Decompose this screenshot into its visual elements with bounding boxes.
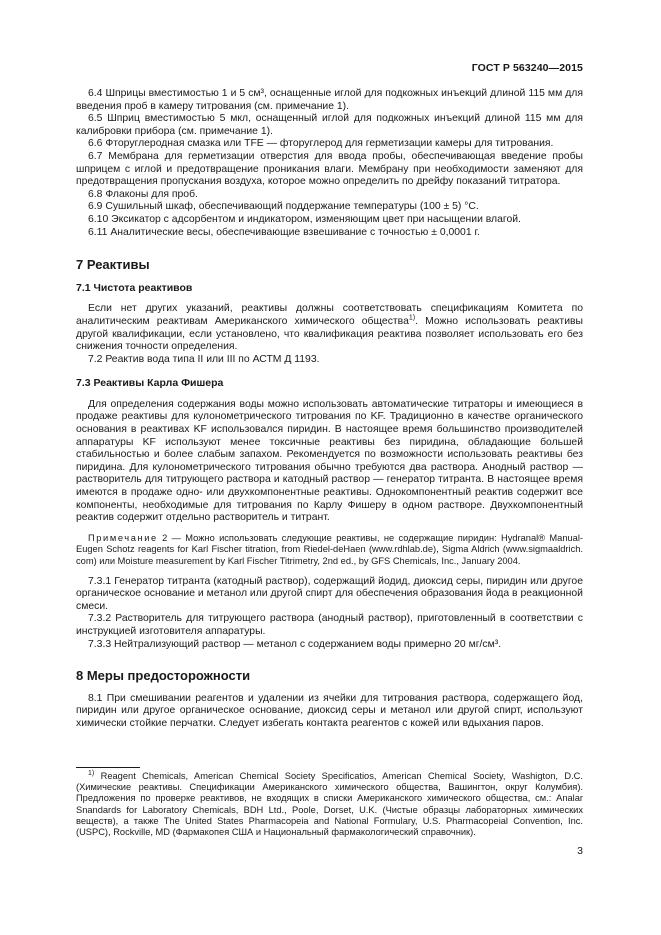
section-7-3-text: Для определения содержания воды можно использовать автоматические титраторы и имеющиеся в продаже реактивы для кулонометрического титрования по KF. Традиционно в качестве органического основания в реактивах KF использовался пиридин. В настоящее время большинство производителей аппаратуры KF используют менее токсичные реактивы без пиридина, обладающие большей стабильностью и более слабым запахом. Рекомендуется по возможности использовать реактивы без пиридина. Для кулонометрического титрования обычно требуются два раствора. Анодный раствор — растворитель для титрующего раствора и катодный раствор — генератор титранта. В настоящее время имеются в продаже одно- или двухкомпонентные реактивы. Однокомпонентный реактив содержит все компоненты, необходимые для титрования по Карлу Фишеру в одном растворе. Двухкомпонентный реактив содержит отдельно растворитель и титрант. [76,398,583,524]
item-6-6: 6.6 Фторуглеродная смазка или TFE — фторуглерод для герметизации камеры для титрования. [88,138,554,150]
note-text: 2 — Можно использовать следующие реактивы, не содержащие пиридин: Hydranal® Manual- Eugen Schotz reagents for Karl Fischer titration, from Riedel-deHaen (www.rdhlab.de), Sigma Aldrich (www.sigmaaldrich. com) или Moisture measurement by Karl Fischer Titrimetry, 2nd ed., by GFS Chemicals, Inc., January 2004. [76,532,583,566]
page-number: 3 [577,845,583,857]
section-7-3-2: 7.3.2 Растворитель для титрующего раствора (анодный раствор), приготовленный в соответствии с инструкцией изготовителя аппаратуры. [76,613,583,637]
section-7-1-text-b: . Можно использовать реактивы другой квалификации, если установлено, что квалификация реактива позволяет использовать его без снижения точности определения. [76,315,583,353]
section-7-3-1: 7.3.1 Генератор титранта (катодный раствор), содержащий йодид, диоксид серы, пиридин или другое органическое основание и метанол или другой спирт для обеспечения образования йода в реакционной смеси. [76,575,583,612]
footnote-divider [76,767,140,768]
note-label: Примечание [88,532,158,543]
footnote [76,771,583,838]
footnote-mark: 1) [88,769,95,777]
item-6-4-text: 6.4 Шприцы вместимостью 1 и 5 см³, оснащенные иглой для подкожных инъекций длиной 115 мм для введения проб в камеру титрования (см. примечание 1). [76,88,583,112]
item-6-9: 6.9 Сушильный шкаф, обеспечивающий поддержание температуры (100 ± 5) °С. [88,201,479,213]
section-7-1-text-a: Если нет других указаний, реактивы должны соответствовать спецификациям Комитета по аналитическим реактивам Американского химического общества [76,303,583,327]
standard-header: ГОСТ Р 563240—2015 [471,62,583,74]
section-7-title: 7 Реактивы [76,257,150,273]
item-6-10: 6.10 Эксикатор с адсорбентом и индикатором, изменяющим цвет при насыщении влагой. [88,213,521,225]
item-6-5: 6.5 Шприц вместимостью 5 мкл, оснащенный иглой для подкожных инъекций длиной 115 мм для калибровки прибора (см. примечание 1). [76,113,583,137]
item-6-4 [76,88,583,113]
section-7-1-title: 7.1 Чистота реактивов [76,281,193,294]
section-7-3-3: 7.3.3 Нейтрализующий раствор — метанол с содержанием воды примерно 20 мг/см³. [88,638,502,650]
item-6-7: 6.7 Мембрана для герметизации отверстия для ввода пробы, обеспечивающая введение пробы шприцем с иглой и предотвращение проникания влаги. Мембрану при необходимости заменяют для предотвращения пропускания воздуха, которое можно определить по дрейфу показаний титратора. [76,150,583,188]
section-8-title: 8 Меры предосторожности [76,668,251,684]
note-2 [76,533,583,568]
section-7-2: 7.2 Реактив вода типа II или III по АСТМ Д 1193. [88,353,320,365]
document-body [76,88,583,731]
item-6-8: 6.8 Флаконы для проб. [88,188,198,200]
section-7-1-text [76,303,583,353]
section-7-3-title: 7.3 Реактивы Карла Фишера [76,377,224,390]
item-6-11: 6.11 Аналитические весы, обеспечивающие взвешивание с точностью ± 0,0001 г. [88,226,480,238]
section-8-1: 8.1 При смешивании реагентов и удалении из ячейки для титрования раствора, содержащего йод, пиридин или другое органическое основание, диоксид серы и метанол или другой спирт, используют химически стойкие перчатки. Следует избегать контакта реагентов с кожей или вдыхания паров. [76,692,583,729]
footnote-text: Reagent Chemicals, American Chemical Society Specificatios, American Chemical Society, Washigton, D.C. (Химические реактивы. Спецификации Американского химического общества, Вашингтон, округ Колумбия). Предложения по проверке реактивов, не входящих в списки Американского химического общества, см.: Analar Snandards for Laboratory Chemicals, BDH Ltd., Poole, Dorset, U.K. (Чистые образцы лабораторных химических веществ), а также The United States Pharmacopeia and National Formulary, U.S. Pharmacopeial Convention, Inc. (USPC), Rockville, MD (Фармакопея США и Национальный фармакологический справочник). [76,771,583,838]
footnote-ref: 1) [408,314,416,322]
